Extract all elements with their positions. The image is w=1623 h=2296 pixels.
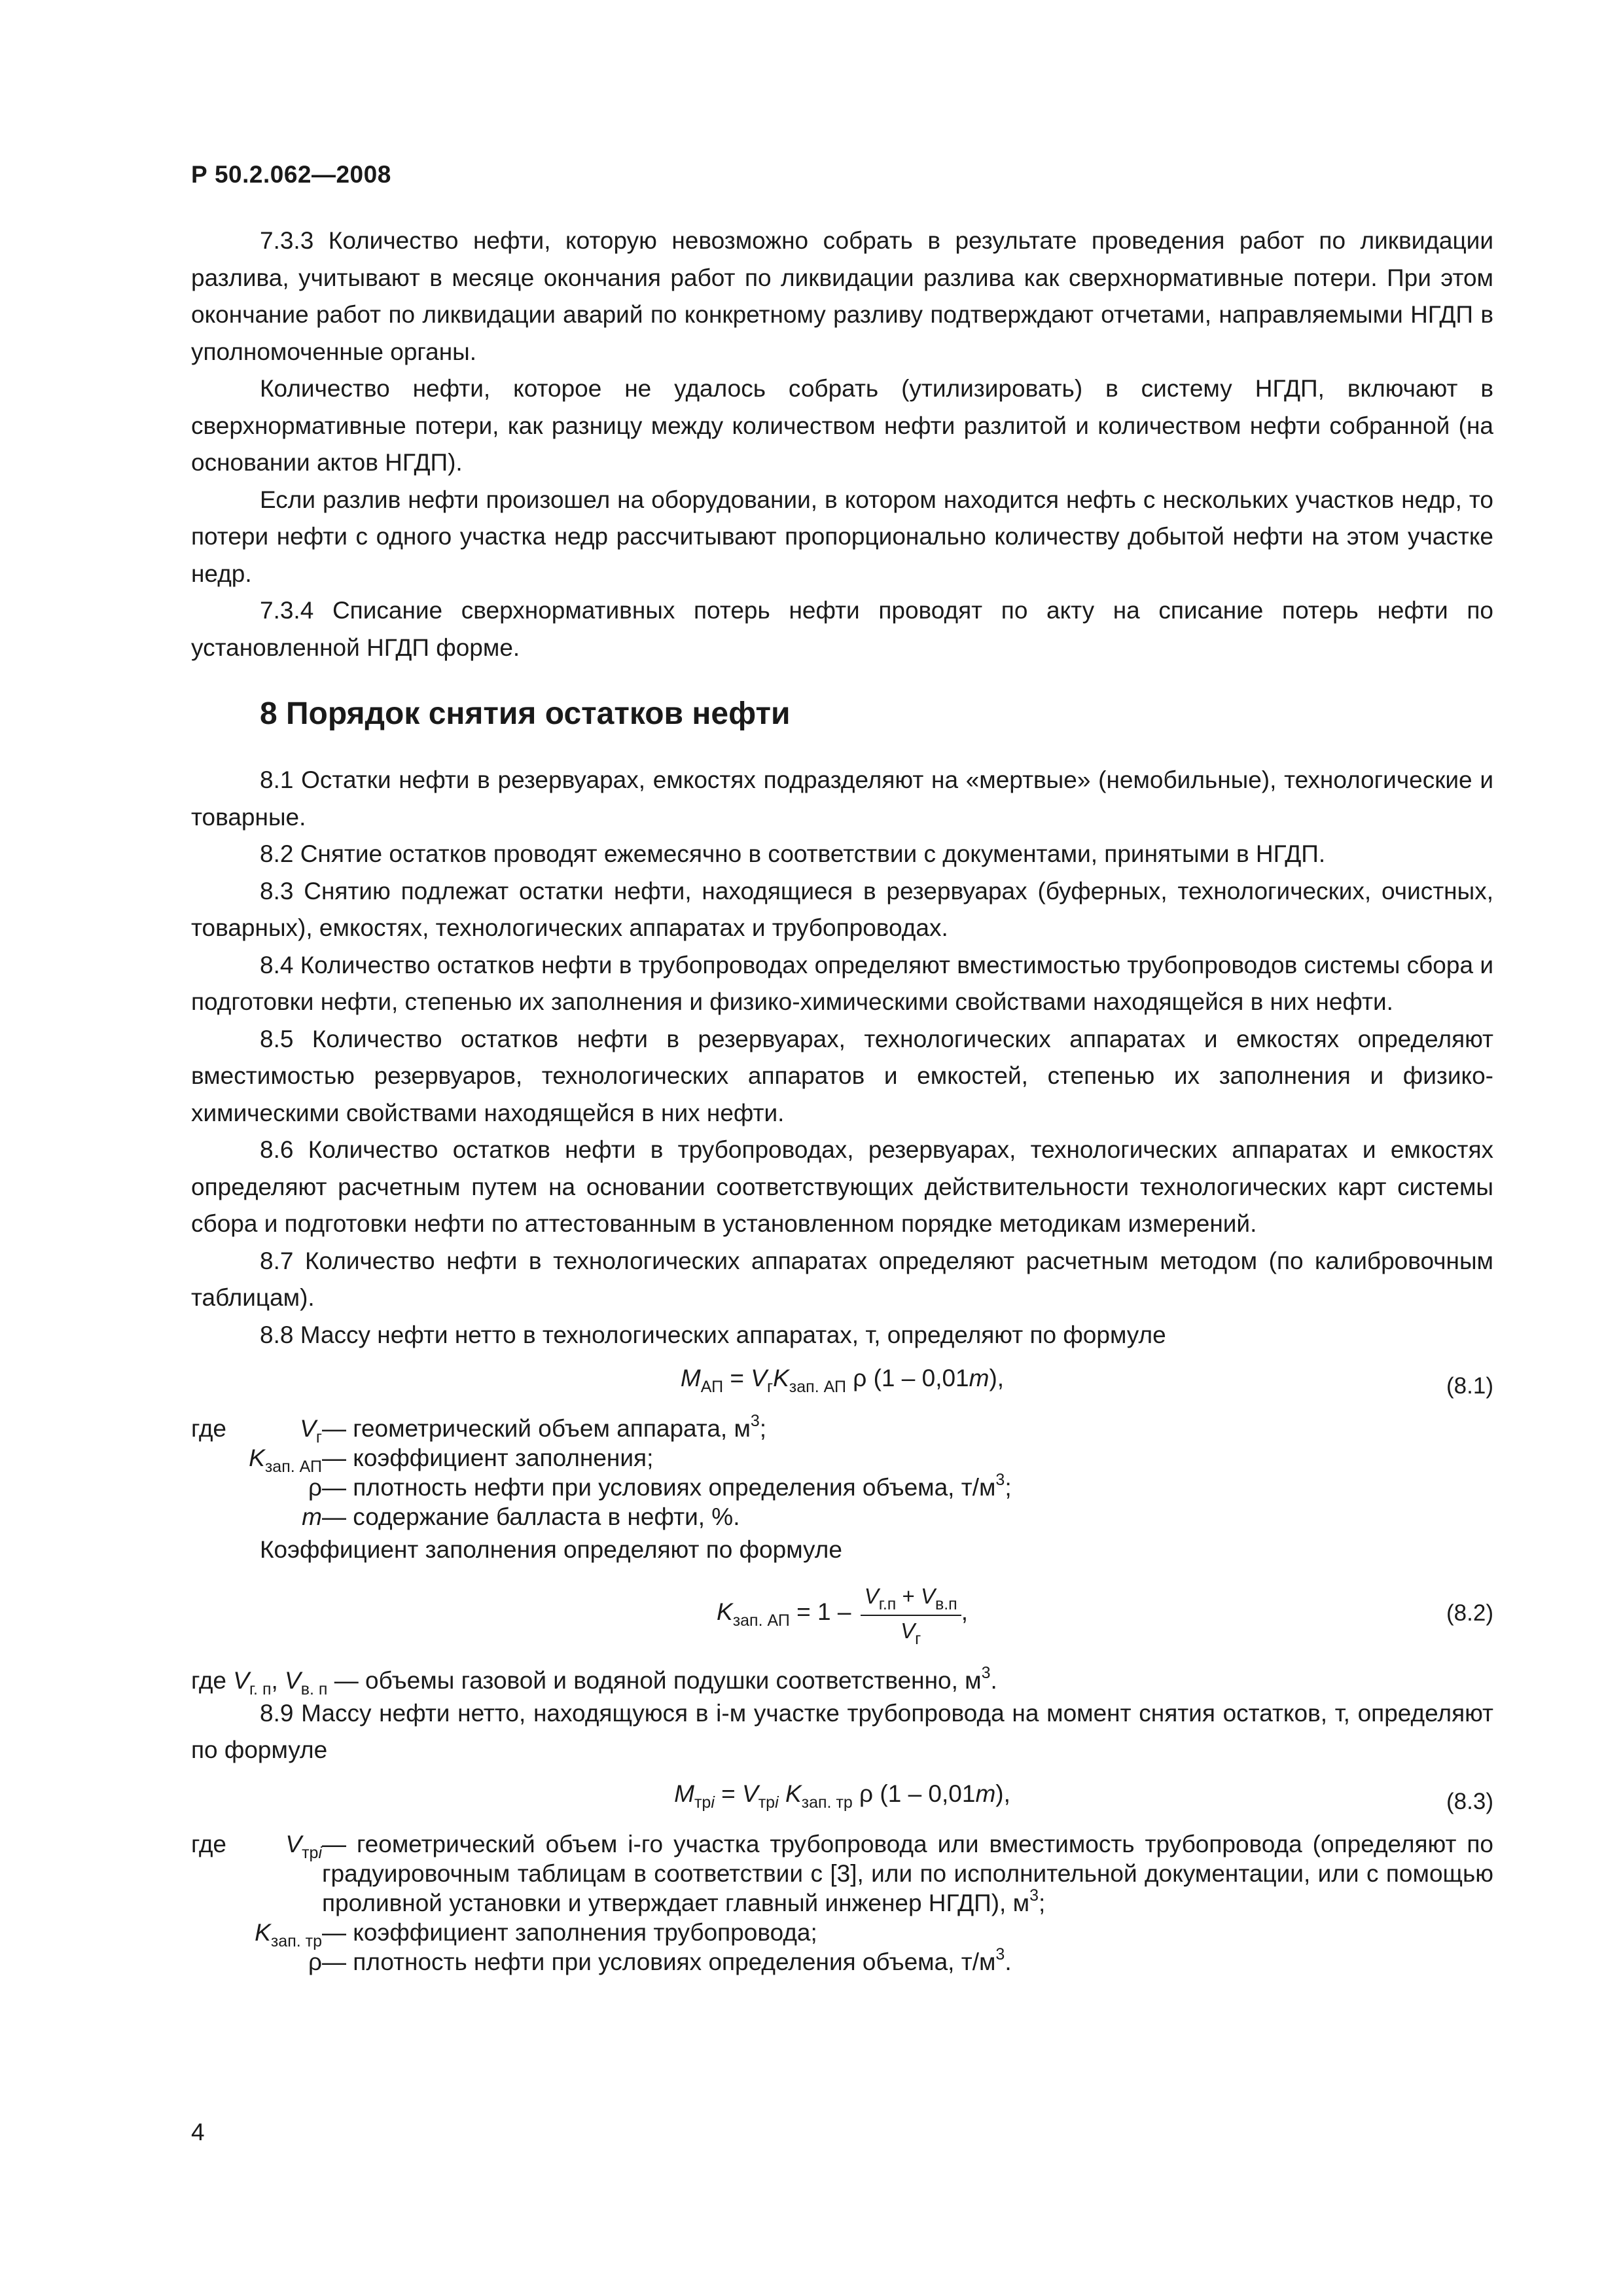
paragraph-8-4: 8.4 Количество остатков нефти в трубопроводах определяют вместимостью трубопроводов системы сбора и подготовки нефти, степенью их заполнения и физико-химическими свойствами находящейся в них нефти.	[191, 951, 1493, 1015]
definition-rho-2-text: — плотность нефти при условиях определения объема, т/м	[322, 1948, 996, 1975]
definition-vg: где $V_г$ — геометрический объем аппарата, $м^3$;	[191, 1412, 767, 1446]
paragraph-7-3-3: 7.3.3 Количество нефти, которую невозможно собрать в результате проведения работ по ликвидации разлива, учитывают в месяце окончания работ по ликвидации разлива как сверхнормативные потери. При этом окончание работ по ликвидации аварий по конкретному разливу подтверждают отчетами, направляемыми НГДП в уполномоченные органы.	[191, 227, 1493, 365]
definition-gas-water-text: — объемы газовой и водяной подушки соответственно, м	[334, 1666, 982, 1694]
document-code: Р 50.2.062—2008	[191, 161, 391, 188]
paragraph-8-3: 8.3 Снятию подлежат остатки нефти, находящиеся в резервуарах (буферных, технологических, очистных, товарных), емкостях, технологических аппаратах и трубопроводах.	[191, 877, 1493, 941]
definition-gas-water: где $V_{г. п}$, $V_{в. п}$ — объемы газовой и водяной подушки соответственно, $м^3$.	[191, 1663, 997, 1698]
document-body	[191, 223, 1493, 1977]
definition-m-text: — содержание балласта в нефти, %.	[322, 1503, 740, 1530]
paragraph-7-3-4: 7.3.4 Списание сверхнормативных потерь нефти проводят по акту на списание потерь нефти по установленной НГДП форме.	[191, 597, 1493, 661]
formula-8-2	[191, 1571, 1493, 1660]
paragraph-8-2: 8.2 Снятие остатков проводят ежемесячно в соответствии с документами, принятыми в НГДП.	[260, 840, 1326, 867]
page-number: 4	[191, 2119, 205, 2145]
paragraph-8-5: 8.5 Количество остатков нефти в резервуарах, технологических аппаратах и емкостях определяют вместимостью резервуаров, технологических аппаратов и емкостей, степенью их заполнения и физико-химическими свойствами находящейся в них нефти.	[191, 1025, 1493, 1126]
paragraph-8-6: 8.6 Количество остатков нефти в трубопроводах, резервуарах, технологических аппаратах и емкостях определяют расчетным путем на основании соответствующих действительности технологических карт системы сбора и подготовки нефти по аттестованным в установленном порядке методикам измерений.	[191, 1136, 1493, 1237]
formula-8-3	[191, 1772, 1493, 1824]
definition-rho: ρ — плотность нефти при условиях определения объема, $т/м^3$;	[191, 1473, 1493, 1502]
formula-8-3-expression: $M_{трi} = V_{трi}$ $K_{зап. тр}$ ρ (1 – 0,01m),	[674, 1780, 1010, 1812]
definition-kzap-text: — коэффициент заполнения;	[322, 1444, 654, 1471]
definition-m	[191, 1502, 1493, 1532]
definition-vtr-text: — геометрический объем i-го участка трубопровода или вместимость трубопровода (определяют по градуировочным таблицам в соответствии с [3], или по исполнительной документации, или с помощью проливной установки и утверждает главный инженер НГДП), м	[322, 1830, 1493, 1916]
where-label-3: где	[191, 1830, 227, 1857]
symbol-m: m	[302, 1503, 322, 1530]
document-page	[191, 0, 1493, 2296]
formula-8-1-number: (8.1)	[1446, 1373, 1493, 1399]
definition-vg-text: — геометрический объем аппарата, м	[322, 1415, 751, 1442]
symbol-rho-2: ρ	[308, 1948, 322, 1975]
formula-8-3-number: (8.3)	[1446, 1788, 1493, 1814]
symbol-kzaptr: $K_{зап. тр}$	[255, 1918, 322, 1950]
definition-kzaptr-text: — коэффициент заполнения трубопровода;	[322, 1918, 817, 1946]
where-label: где	[191, 1415, 227, 1442]
definition-kzap	[191, 1443, 1493, 1476]
where-label-2: где	[191, 1666, 227, 1694]
symbol-rho: ρ	[308, 1474, 322, 1501]
formula-8-1-expression: $M_{АП} = V_гK_{зап. АП}$ ρ (1 – 0,01m),	[680, 1365, 1005, 1396]
definition-kzaptr	[191, 1918, 1493, 1950]
paragraph-8-9: 8.9 Массу нефти нетто, находящуюся в i-м участке трубопровода на момент снятия остатков, т, определяют по формуле	[191, 1699, 1493, 1763]
paragraph-8-1: 8.1 Остатки нефти в резервуарах, емкостях подразделяют на «мертвые» (немобильные), технологические и товарные.	[191, 766, 1493, 831]
paragraph-8-7: 8.7 Количество нефти в технологических аппаратах определяют расчетным методом (по калибровочным таблицам).	[191, 1247, 1493, 1311]
paragraph-7-3-3-c: Если разлив нефти произошел на оборудовании, в котором находится нефть с нескольких участков недр, то потери нефти с одного участка недр рассчитывают пропорционально количеству добытой нефти на этом участке недр.	[191, 486, 1493, 587]
symbol-kzap: $K_{зап. АП}$	[249, 1444, 322, 1476]
definition-vtr: где $V_{трi}$ — геометрический объем i-го участка трубопровода или вместимость трубопровода (определяют по градуировочным таблицам в соответствии с [3], или по исполнительной документации, или с помощью проливной установки и утверждает главный инженер НГДП), $м^3$;	[191, 1830, 1493, 1916]
section-8-title: 8 Порядок снятия остатков нефти	[260, 696, 791, 731]
formula-8-1	[191, 1356, 1493, 1408]
definition-rho-text: — плотность нефти при условиях определения объема, т/м	[322, 1474, 996, 1501]
formula-8-2-number: (8.2)	[1446, 1600, 1493, 1626]
formula-8-2-expression: $K_{зап. АП} = 1$ – $\frac{V_{г.п} + V_{в.п}}{V_г}$ ,	[191, 1581, 1493, 1646]
symbol-vg: $V_г$	[300, 1415, 322, 1446]
kzap-intro: Коэффициент заполнения определяют по формуле	[260, 1536, 842, 1563]
paragraph-8-8: 8.8 Массу нефти нетто в технологических аппаратах, т, определяют по формуле	[260, 1321, 1166, 1348]
symbol-vtr: $V_{трi}$	[285, 1830, 322, 1862]
definition-rho-2: ρ — плотность нефти при условиях определения объема, $т/м^3$.	[191, 1947, 1493, 1977]
paragraph-7-3-3-b: Количество нефти, которое не удалось собрать (утилизировать) в систему НГДП, включают в сверхнормативные потери, как разницу между количеством нефти разлитой и количеством нефти собранной (на основании актов НГДП).	[191, 375, 1493, 476]
